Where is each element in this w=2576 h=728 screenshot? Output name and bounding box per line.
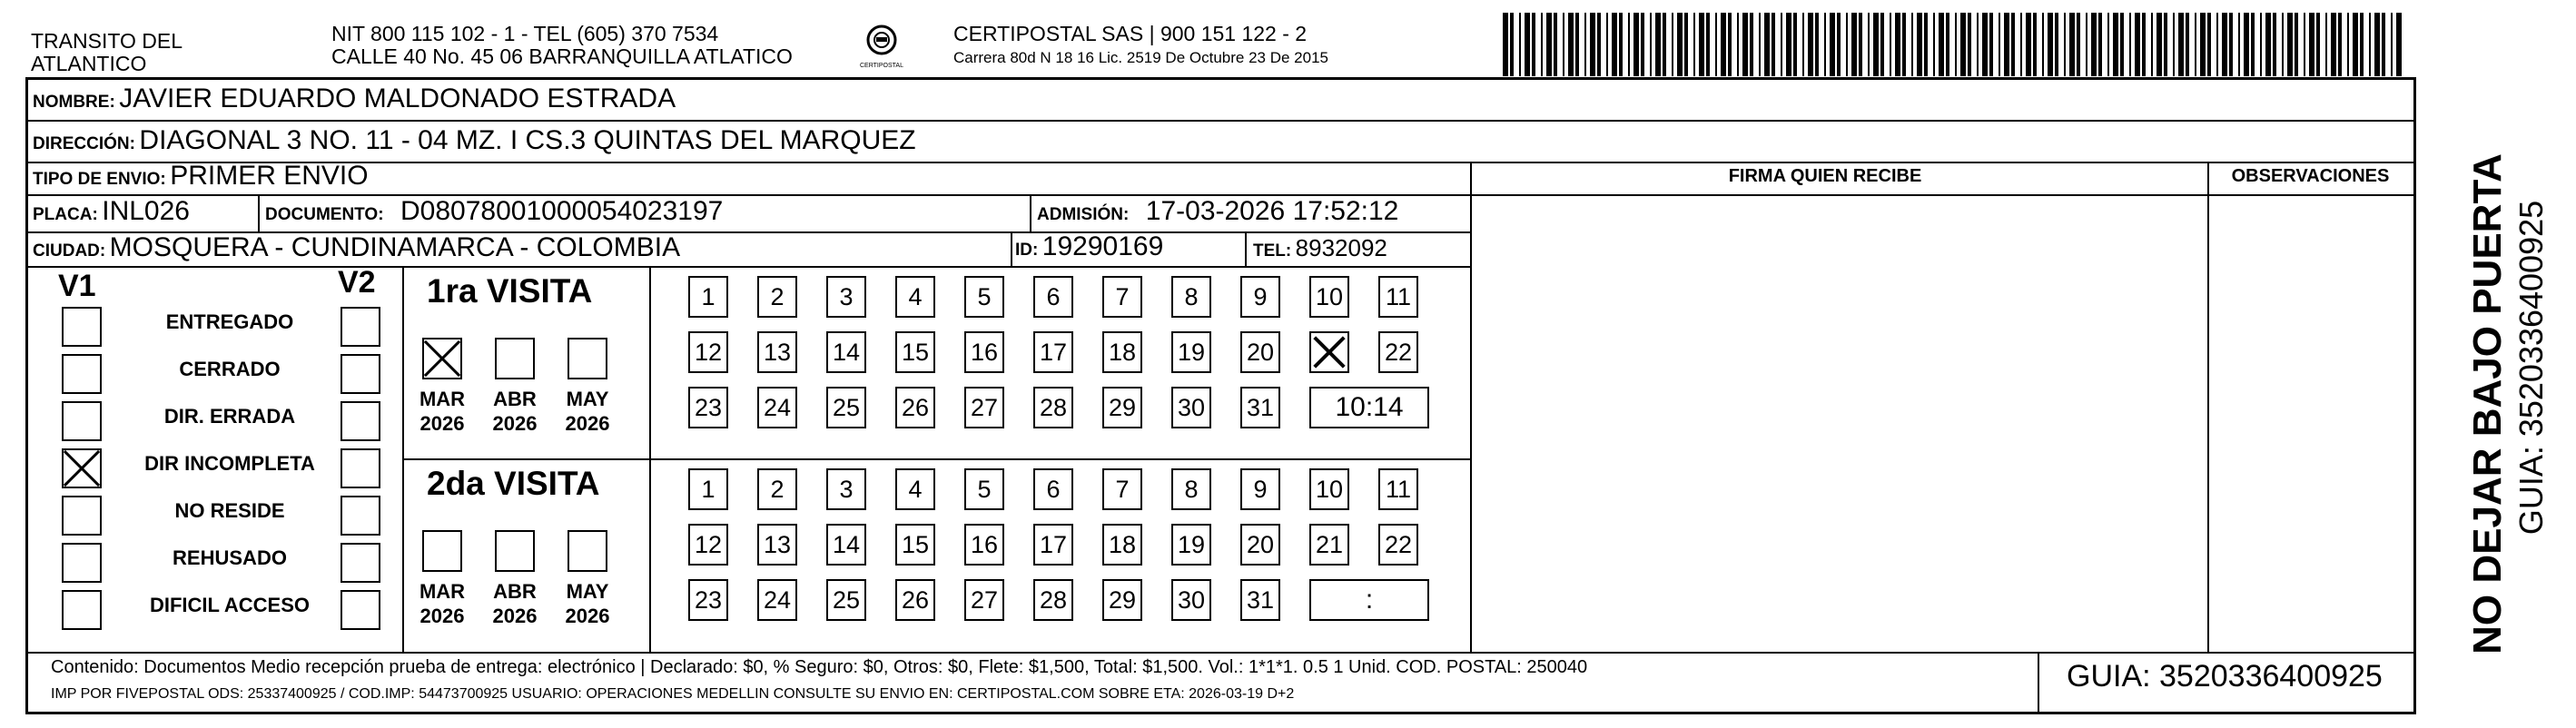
- logo-text: CERTIPOSTAL: [860, 63, 903, 69]
- status-label: REHUSADO: [173, 546, 287, 569]
- barcode-bar: [1699, 13, 1704, 76]
- barcode-bar: [1575, 13, 1579, 76]
- sender-line1: TRANSITO DEL: [31, 29, 183, 53]
- v2-checkbox[interactable]: [341, 496, 380, 536]
- month-checkbox[interactable]: [422, 530, 462, 572]
- barcode-bar: [2091, 13, 2097, 76]
- id-field: [1015, 231, 1163, 262]
- barcode-bar: [1750, 13, 1753, 76]
- calendar-day[interactable]: 3: [826, 468, 866, 510]
- month-checkbox[interactable]: [422, 338, 462, 379]
- barcode-bar: [2113, 13, 2118, 76]
- barcode-bar: [1960, 13, 1966, 76]
- placa-value: INL026: [102, 196, 190, 226]
- barcode-bar: [1890, 13, 1891, 76]
- month-name: MAR: [419, 388, 466, 410]
- barcode-bar: [1781, 13, 1782, 76]
- barcode-bar: [2338, 13, 2342, 76]
- calendar-day[interactable]: 24: [757, 387, 797, 428]
- barcode-bar: [2069, 13, 2075, 76]
- barcode-bar: [1880, 13, 1884, 76]
- barcode-bar: [2129, 13, 2131, 76]
- first-visit-title: 1ra VISITA: [427, 272, 593, 310]
- col-divider: [2038, 652, 2039, 712]
- calendar-day[interactable]: 9: [1240, 276, 1280, 318]
- barcode-bar: [2229, 13, 2233, 76]
- visit-divider: [402, 458, 1472, 460]
- footer-divider: [28, 652, 2413, 654]
- col-divider: [1030, 194, 1031, 231]
- barcode-bar: [1917, 13, 1922, 76]
- month-name: ABR: [493, 388, 537, 410]
- barcode-bar: [2135, 13, 2140, 76]
- calendar-day[interactable]: 29: [1102, 579, 1142, 621]
- calendar-day[interactable]: 5: [964, 468, 1004, 510]
- barcode-bar: [1868, 13, 1870, 76]
- barcode-bar: [2360, 13, 2364, 76]
- sender-nit: NIT 800 115 102 - 1 - TEL (605) 370 7534: [331, 22, 719, 45]
- calendar-day[interactable]: 11: [1378, 468, 1418, 510]
- barcode-bar: [2042, 13, 2044, 76]
- ciudad-value: MOSQUERA - CUNDINAMARCA - COLOMBIA: [109, 232, 681, 262]
- barcode-bar: [1546, 13, 1552, 76]
- calendar-day[interactable]: 24: [757, 579, 797, 621]
- calendar-day[interactable]: 16: [964, 524, 1004, 566]
- v2-checkbox[interactable]: [341, 354, 380, 394]
- footer-imp: IMP POR FIVEPOSTAL ODS: 25337400925 / COD.IMP: 54473700925 USUARIO: OPERACIONES MEDELLIN CONSULTE SU ENVIO EN: CERTIPOSTAL.COM SOBRE ETA: 2026-03-19 D+2: [51, 686, 1295, 702]
- documento-value: D08078001000054023197: [400, 196, 724, 226]
- calendar-day[interactable]: 1: [688, 468, 728, 510]
- tipo-value: PRIMER ENVIO: [170, 161, 369, 191]
- barcode-bar: [2033, 13, 2037, 76]
- month-checkbox[interactable]: [568, 530, 607, 572]
- barcode-bar: [1924, 13, 1928, 76]
- calendar-day[interactable]: 5: [964, 276, 1004, 318]
- calendar-day[interactable]: 8: [1171, 468, 1211, 510]
- barcode-bar: [1672, 13, 1673, 76]
- visit-time-box[interactable]: 10:14: [1309, 387, 1429, 428]
- calendar-day[interactable]: 7: [1102, 468, 1142, 510]
- barcode-bar: [1532, 13, 1535, 76]
- month-year: 2026: [492, 412, 538, 435]
- barcode-bar: [2195, 13, 2196, 76]
- barcode-bar: [1706, 13, 1710, 76]
- barcode-bar: [1802, 13, 1804, 76]
- barcode-bar: [1764, 13, 1770, 76]
- barcode-bar: [1721, 13, 1726, 76]
- direccion-value: DIAGONAL 3 NO. 11 - 04 MZ. I CS.3 QUINTAS DEL MARQUEZ: [139, 125, 916, 155]
- barcode-bar: [2064, 13, 2066, 76]
- calendar-day[interactable]: 15: [895, 331, 935, 373]
- barcode-bar: [2048, 13, 2053, 76]
- calendar-day[interactable]: 19: [1171, 524, 1211, 566]
- barcode-bar: [1786, 13, 1791, 76]
- calendar-day[interactable]: 4: [895, 276, 935, 318]
- row-divider: [28, 266, 1472, 268]
- calendar-day[interactable]: 22: [1378, 331, 1418, 373]
- barcode-bar: [1612, 13, 1617, 76]
- month-checkbox[interactable]: [495, 338, 535, 379]
- calendar-day[interactable]: 23: [688, 579, 728, 621]
- month-year: 2026: [565, 412, 610, 435]
- barcode-bar: [1519, 13, 1521, 76]
- barcode-bar: [1650, 13, 1652, 76]
- calendar-day[interactable]: 27: [964, 387, 1004, 428]
- barcode-bar: [1597, 13, 1601, 76]
- calendar-day[interactable]: 20: [1240, 331, 1280, 373]
- row-divider: [28, 120, 2413, 122]
- barcode-bar: [2374, 13, 2380, 76]
- calendar-day[interactable]: 25: [826, 387, 866, 428]
- barcode-bar: [2200, 13, 2206, 76]
- barcode-bar: [1693, 13, 1695, 76]
- barcode-bar: [1619, 13, 1623, 76]
- direccion-row: [33, 125, 916, 156]
- month-label: [412, 387, 472, 436]
- calendar-day[interactable]: 17: [1033, 331, 1073, 373]
- v2-checkbox[interactable]: [341, 401, 380, 441]
- calendar-day[interactable]: 2: [757, 276, 797, 318]
- barcode-bar: [1946, 13, 1949, 76]
- courier-info: [953, 23, 1328, 67]
- month-name: ABR: [493, 580, 537, 603]
- barcode-bar: [1677, 13, 1683, 76]
- footer-guia: GUIA: 3520336400925: [2067, 659, 2383, 694]
- calendar-day[interactable]: 4: [895, 468, 935, 510]
- barcode-bar: [2157, 13, 2162, 76]
- barcode-bar: [2178, 13, 2184, 76]
- barcode-bar: [1968, 13, 1971, 76]
- certipostal-logo: [857, 22, 906, 71]
- calendar-day[interactable]: 31: [1240, 387, 1280, 428]
- ciudad-label: CIUDAD:: [33, 241, 106, 261]
- calendar-day[interactable]: 2: [757, 468, 797, 510]
- barcode-bar: [1633, 13, 1639, 76]
- admision-field: [1037, 196, 1398, 227]
- placa-field: [33, 196, 190, 227]
- v1-checkbox[interactable]: [62, 354, 102, 394]
- calendar-day[interactable]: 16: [964, 331, 1004, 373]
- barcode-bar: [2295, 13, 2298, 76]
- month-label: [412, 579, 472, 628]
- barcode-bar: [2304, 13, 2305, 76]
- tipo-row: [33, 161, 369, 192]
- calendar-day[interactable]: 22: [1378, 524, 1418, 566]
- barcode-bar: [2287, 13, 2293, 76]
- calendar-day[interactable]: 14: [826, 331, 866, 373]
- barcode-bar: [1563, 13, 1564, 76]
- barcode-bar: [1873, 13, 1879, 76]
- barcode-bar: [1655, 13, 1661, 76]
- calendar-day[interactable]: 12: [688, 331, 728, 373]
- calendar-day[interactable]: 18: [1102, 524, 1142, 566]
- calendar-day[interactable]: 23: [688, 387, 728, 428]
- barcode-bar: [1737, 13, 1739, 76]
- barcode-bar: [1895, 13, 1900, 76]
- barcode-bar: [1846, 13, 1848, 76]
- barcode-bar: [1742, 13, 1748, 76]
- barcode-bar: [1759, 13, 1761, 76]
- barcode-bar: [2238, 13, 2240, 76]
- second-visit-title: 2da VISITA: [427, 465, 600, 502]
- v1-checkbox[interactable]: [62, 543, 102, 583]
- barcode-bar: [2004, 13, 2009, 76]
- barcode-bar: [2207, 13, 2211, 76]
- barcode-bar: [1808, 13, 1813, 76]
- barcode-bar: [2244, 13, 2249, 76]
- barcode-bar: [2396, 13, 2402, 76]
- barcode-bar: [2265, 13, 2271, 76]
- sender-info: [331, 23, 793, 68]
- v2-checkbox[interactable]: [341, 543, 380, 583]
- calendar-day[interactable]: 19: [1171, 331, 1211, 373]
- calendar-day[interactable]: 25: [826, 579, 866, 621]
- barcode-bar: [1859, 13, 1862, 76]
- month-checkbox[interactable]: [568, 338, 607, 379]
- barcode-bar: [1584, 13, 1586, 76]
- calendar-day[interactable]: 21: [1309, 524, 1349, 566]
- barcode-bar: [2251, 13, 2255, 76]
- barcode-bar: [1510, 13, 1514, 76]
- observaciones-header: OBSERVACIONES: [2231, 166, 2390, 186]
- calendar-day[interactable]: 20: [1240, 524, 1280, 566]
- barcode-bar: [1606, 13, 1608, 76]
- calendar-day[interactable]: [1309, 331, 1349, 373]
- month-name: MAY: [566, 388, 609, 410]
- v2-label: V2: [338, 265, 376, 300]
- id-label: ID:: [1015, 241, 1039, 260]
- id-value: 19290169: [1041, 231, 1164, 261]
- nombre-label: NOMBRE:: [33, 93, 115, 112]
- col-divider: [1470, 162, 1472, 652]
- barcode-bar: [1728, 13, 1732, 76]
- calendar-day[interactable]: 14: [826, 524, 866, 566]
- barcode-bar: [1503, 13, 1508, 76]
- barcode-bar: [2086, 13, 2087, 76]
- barcode-bar: [1590, 13, 1595, 76]
- barcode-bar: [1851, 13, 1857, 76]
- barcode-bar: [2055, 13, 2058, 76]
- barcode-bar: [1830, 13, 1835, 76]
- barcode-bar: [1793, 13, 1797, 76]
- barcode-bar: [2173, 13, 2175, 76]
- col-divider: [2207, 162, 2209, 652]
- barcode-bar: [2309, 13, 2314, 76]
- calendar-day[interactable]: 8: [1171, 276, 1211, 318]
- month-checkbox[interactable]: [495, 530, 535, 572]
- v2-checkbox[interactable]: [341, 448, 380, 488]
- barcode-bar: [1933, 13, 1935, 76]
- barcode-bar: [1541, 13, 1543, 76]
- barcode-bar: [2011, 13, 2015, 76]
- month-label: [485, 579, 545, 628]
- tel-label: TEL:: [1253, 241, 1292, 261]
- barcode-bar: [1684, 13, 1688, 76]
- direccion-label: DIRECCIÓN:: [33, 134, 135, 153]
- month-label: [485, 387, 545, 436]
- firma-header: FIRMA QUIEN RECIBE: [1728, 166, 1922, 186]
- calendar-day[interactable]: 13: [757, 331, 797, 373]
- side-guia-text: GUIA: 3520336400925: [2512, 200, 2550, 536]
- calendar-day[interactable]: 30: [1171, 579, 1211, 621]
- status-label: DIR. ERRADA: [163, 405, 296, 428]
- tipo-label: TIPO DE ENVIO:: [33, 170, 166, 189]
- tel-value: 8932092: [1295, 234, 1387, 261]
- status-label: DIR INCOMPLETA: [144, 452, 315, 475]
- v2-checkbox[interactable]: [341, 307, 380, 347]
- barcode-bar: [1837, 13, 1841, 76]
- documento-label: DOCUMENTO:: [265, 205, 384, 224]
- barcode-bar: [1525, 13, 1530, 76]
- barcode-bar: [2120, 13, 2124, 76]
- barcode: [1503, 13, 2411, 76]
- sender-line2: ATLANTICO: [31, 52, 147, 75]
- placa-label: PLACA:: [33, 205, 98, 224]
- row-divider: [28, 162, 2413, 163]
- barcode-bar: [2316, 13, 2320, 76]
- barcode-bar: [2369, 13, 2371, 76]
- barcode-bar: [2325, 13, 2327, 76]
- v1-checkbox[interactable]: [62, 307, 102, 347]
- calendar-day[interactable]: 6: [1033, 276, 1073, 318]
- calendar-day[interactable]: 12: [688, 524, 728, 566]
- calendar-day[interactable]: 30: [1171, 387, 1211, 428]
- barcode-bar: [2353, 13, 2358, 76]
- barcode-bar: [2098, 13, 2102, 76]
- col-divider: [1011, 231, 1012, 266]
- calendar-day[interactable]: 13: [757, 524, 797, 566]
- barcode-bar: [1955, 13, 1957, 76]
- ciudad-field: [33, 232, 680, 263]
- calendar-day[interactable]: 15: [895, 524, 935, 566]
- status-label: NO RESIDE: [174, 499, 285, 522]
- barcode-bar: [1628, 13, 1630, 76]
- calendar-day[interactable]: 11: [1378, 276, 1418, 318]
- calendar-day[interactable]: 10: [1309, 468, 1349, 510]
- barcode-bar: [2077, 13, 2080, 76]
- month-year: 2026: [419, 412, 465, 435]
- barcode-bar: [2382, 13, 2385, 76]
- calendar-day[interactable]: 9: [1240, 468, 1280, 510]
- month-year: 2026: [419, 605, 465, 627]
- admision-label: ADMISIÓN:: [1037, 205, 1130, 224]
- nombre-value: JAVIER EDUARDO MALDONADO ESTRADA: [119, 84, 676, 113]
- barcode-bar: [2151, 13, 2153, 76]
- status-label: ENTREGADO: [165, 310, 294, 333]
- barcode-bar: [1663, 13, 1666, 76]
- barcode-bar: [2164, 13, 2167, 76]
- month-name: MAY: [566, 580, 609, 603]
- barcode-bar: [2142, 13, 2146, 76]
- courier-license: Carrera 80d N 18 16 Lic. 2519 De Octubre 23 De 2015: [953, 49, 1328, 66]
- calendar-day[interactable]: 17: [1033, 524, 1073, 566]
- calendar-day[interactable]: 27: [964, 579, 1004, 621]
- calendar-day[interactable]: 1: [688, 276, 728, 318]
- barcode-bar: [2026, 13, 2031, 76]
- barcode-bar: [2222, 13, 2227, 76]
- admision-value: 17-03-2026 17:52:12: [1145, 196, 1399, 226]
- footer-contenido: Contenido: Documentos Medio recepción prueba de entrega: electrónico | Declarado: $0, % Seguro: $0, Otros: $0, Flete: $1,500, Total: $1,500. Vol.: 1*1*1. 0.5 1 Unid. COD. POSTAL: 250040: [51, 657, 1588, 677]
- tel-field: [1253, 234, 1387, 262]
- courier-name: CERTIPOSTAL SAS | 900 151 122 - 2: [953, 22, 1308, 45]
- calendar-day[interactable]: 26: [895, 579, 935, 621]
- calendar-day[interactable]: 31: [1240, 579, 1280, 621]
- barcode-bar: [2282, 13, 2284, 76]
- month-label: [558, 387, 617, 436]
- sender-address: CALLE 40 No. 45 06 BARRANQUILLA ATLATICO: [331, 44, 793, 68]
- barcode-bar: [1989, 13, 1993, 76]
- v1-checkbox[interactable]: [62, 590, 102, 630]
- calendar-day[interactable]: 3: [826, 276, 866, 318]
- barcode-bar: [2347, 13, 2349, 76]
- barcode-bar: [2107, 13, 2109, 76]
- barcode-bar: [1982, 13, 1988, 76]
- barcode-bar: [1554, 13, 1557, 76]
- calendar-day[interactable]: 28: [1033, 387, 1073, 428]
- barcode-bar: [1715, 13, 1717, 76]
- barcode-bar: [2020, 13, 2022, 76]
- calendar-day[interactable]: 6: [1033, 468, 1073, 510]
- calendar-day[interactable]: 18: [1102, 331, 1142, 373]
- barcode-bar: [1815, 13, 1819, 76]
- calendar-day[interactable]: 7: [1102, 276, 1142, 318]
- calendar-day[interactable]: 28: [1033, 579, 1073, 621]
- barcode-bar: [2260, 13, 2262, 76]
- calendar-day[interactable]: 29: [1102, 387, 1142, 428]
- documento-field: [265, 196, 723, 227]
- visit-time-box[interactable]: :: [1309, 579, 1429, 621]
- v1-checkbox[interactable]: [62, 496, 102, 536]
- barcode-bar: [1977, 13, 1979, 76]
- col-divider: [1245, 231, 1247, 266]
- v2-checkbox[interactable]: [341, 590, 380, 630]
- month-year: 2026: [565, 605, 610, 627]
- barcode-bar: [2391, 13, 2393, 76]
- v1-label: V1: [58, 269, 96, 303]
- barcode-bar: [1911, 13, 1913, 76]
- barcode-bar: [2273, 13, 2276, 76]
- col-divider: [258, 194, 260, 231]
- barcode-bar: [1641, 13, 1644, 76]
- month-year: 2026: [492, 605, 538, 627]
- barcode-bar: [1824, 13, 1826, 76]
- calendar-day[interactable]: 26: [895, 387, 935, 428]
- barcode-bar: [2186, 13, 2189, 76]
- month-name: MAR: [419, 580, 466, 603]
- status-label: CERRADO: [179, 358, 281, 380]
- nombre-row: [33, 84, 676, 114]
- v1-checkbox[interactable]: [62, 448, 102, 488]
- v1-checkbox[interactable]: [62, 401, 102, 441]
- calendar-day[interactable]: 10: [1309, 276, 1349, 318]
- barcode-bar: [1568, 13, 1574, 76]
- barcode-bar: [1772, 13, 1775, 76]
- barcode-bar: [1999, 13, 2000, 76]
- barcode-bar: [2216, 13, 2218, 76]
- month-label: [558, 579, 617, 628]
- warning-text: NO DEJAR BAJO PUERTA: [2465, 153, 2510, 654]
- status-label: DIFICIL ACCESO: [149, 594, 310, 616]
- barcode-bar: [1939, 13, 1944, 76]
- sender-name: [31, 30, 183, 75]
- barcode-bar: [2331, 13, 2336, 76]
- barcode-bar: [1902, 13, 1906, 76]
